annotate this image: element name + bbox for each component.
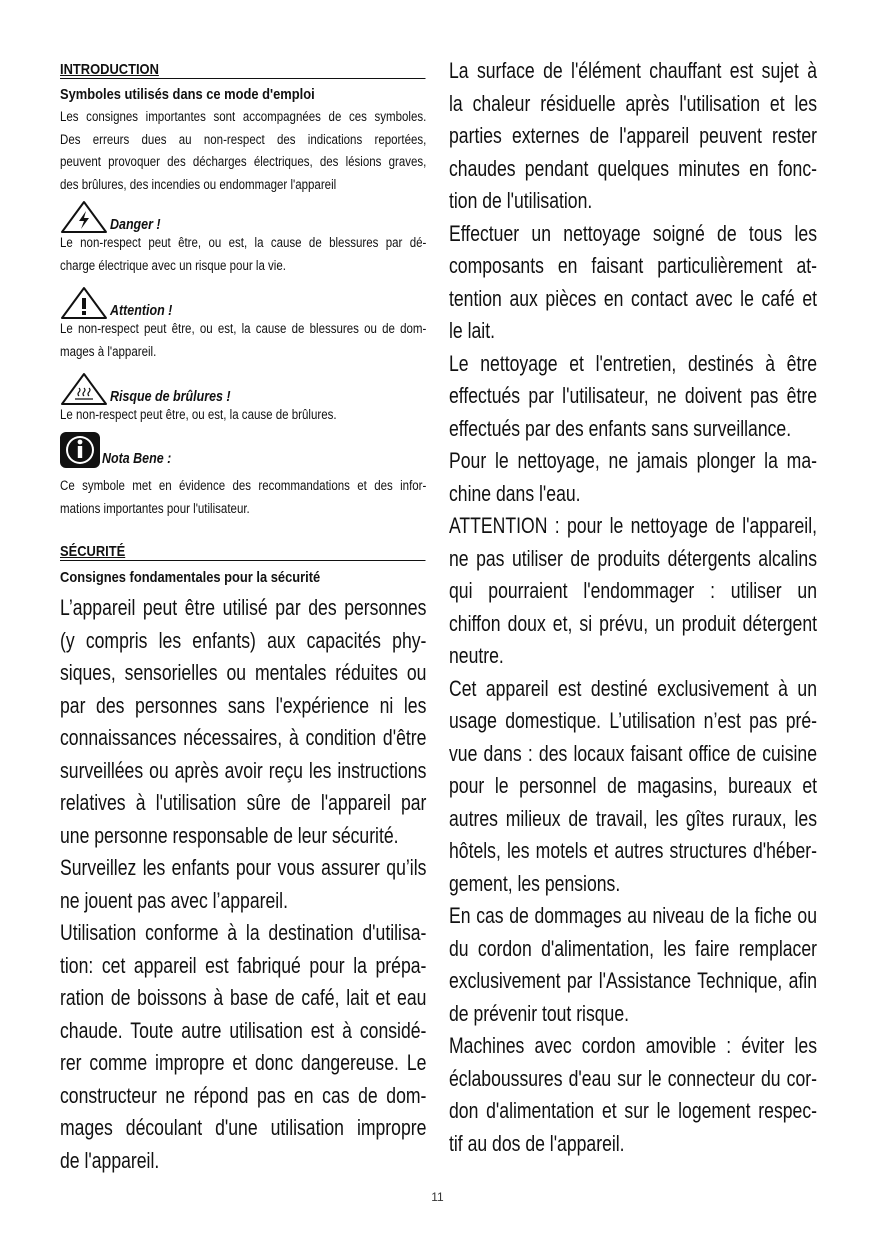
- text-line: des brûlures, des incendies ou endommager l'appareil: [60, 176, 337, 192]
- text-line: ne pas utiliser de produits détergents alcalins: [449, 545, 817, 571]
- text-line: Les consignes importantes sont accompagnées de ces symboles.: [60, 109, 427, 124]
- text-line: pour le personnel de magasins, bureaux et: [449, 773, 817, 798]
- text-line: autres milieux de travail, les gîtes ruraux, les: [449, 805, 817, 831]
- text-line: ATTENTION : pour le nettoyage de l'appareil,: [449, 513, 817, 538]
- text-line: exclusivement par l'Assistance Technique, afin: [449, 968, 817, 993]
- text-line: ne jouent pas avec l’appareil.: [60, 887, 288, 913]
- text-line: par des personnes sans l'expérience ni les: [60, 692, 427, 718]
- text-line: Le non-respect peut être, ou est, la cause de brûlures.: [60, 407, 337, 422]
- text-line: Le non-respect peut être, ou est, la cause de blessures ou de dom-: [60, 321, 427, 336]
- exclamation-warning-icon: [60, 286, 108, 320]
- text-line: mations importantes pour l'utilisateur.: [60, 500, 250, 516]
- security-heading: SÉCURITÉ: [60, 543, 426, 561]
- text-line: Cet appareil est destiné exclusivement à un: [449, 675, 817, 701]
- text-line: qui pourraient l'endommager : utiliser un: [449, 578, 817, 603]
- text-line: chaudes pendant quelques minutes en fonc-: [449, 155, 817, 181]
- burns-warning: [60, 372, 250, 406]
- security-right-text: [449, 55, 817, 1160]
- text-line: connaissances nécessaires, à condition d'être: [60, 725, 427, 750]
- attention-label: Attention !: [110, 303, 173, 319]
- text-line: hôtels, les motels et autres structures d'héber-: [449, 838, 817, 863]
- text-line: effectués par l'utilisateur, ne doivent pas être: [449, 383, 817, 408]
- text-line: du cordon d'alimentation, les faire remplacer: [449, 935, 817, 961]
- text-line: chaude. Toute autre utilisation est à considé-: [60, 1017, 427, 1043]
- text-line: une personne responsable de leur sécurité.: [60, 822, 399, 848]
- text-line: tif au dos de l'appareil.: [449, 1130, 625, 1156]
- text-line: En cas de dommages au niveau de la fiche ou: [449, 903, 817, 928]
- text-line: siques, sensorielles ou mentales réduites ou: [60, 660, 427, 685]
- text-line: (y compris les enfants) aux capacités phy-: [60, 627, 427, 653]
- text-line: mages à l'appareil.: [60, 343, 157, 359]
- text-line: vue dans : des locaux faisant office de cuisine: [449, 740, 817, 766]
- intro-subheading: Symboles utilisés dans ce mode d'emploi: [60, 86, 315, 103]
- attention-warning: [60, 286, 182, 320]
- text-line: de l'appareil.: [60, 1147, 160, 1173]
- burns-text: [60, 404, 426, 427]
- text-line: Des erreurs dues au non-respect des indications reportées,: [60, 131, 427, 147]
- danger-warning: [60, 200, 169, 234]
- text-line: Surveillez les enfants pour vous assurer qu’ils: [60, 855, 427, 880]
- text-line: charge électrique avec un risque pour la vie.: [60, 257, 286, 273]
- nota-bene: [60, 432, 183, 468]
- text-line: L’appareil peut être utilisé par des personnes: [60, 595, 427, 620]
- text-line: de prévenir tout risque.: [449, 1000, 630, 1026]
- page-number: 11: [431, 1190, 444, 1204]
- text-line: composants en faisant particulièrement at-: [449, 253, 817, 278]
- text-line: Ce symbole met en évidence des recommandations et des infor-: [60, 478, 427, 493]
- intro-text: [60, 106, 426, 196]
- electric-shock-warning-icon: [60, 200, 108, 234]
- info-icon: [60, 432, 100, 468]
- text-line: éclaboussures d'eau sur le connecteur du cor-: [449, 1065, 817, 1091]
- text-line: le lait.: [449, 318, 495, 343]
- attention-text: [60, 318, 426, 363]
- text-line: rer comme impropre et donc dangereuse. Le: [60, 1050, 427, 1075]
- text-line: neutre.: [449, 643, 504, 668]
- hot-surface-warning-icon: [60, 372, 108, 406]
- burns-label: Risque de brûlures !: [110, 389, 231, 405]
- text-line: effectués par des enfants sans surveillance.: [449, 415, 792, 441]
- text-line: don d'alimentation et sur le logement respec-: [449, 1098, 817, 1123]
- text-line: mages découlant d'une utilisation impropre: [60, 1115, 427, 1140]
- text-line: ration de boissons à base de café, lait et eau: [60, 985, 427, 1010]
- text-line: Utilisation conforme à la destination d'utilisa-: [60, 920, 427, 945]
- security-subheading: Consignes fondamentales pour la sécurité: [60, 569, 321, 586]
- text-line: tion de l'utilisation.: [449, 188, 593, 213]
- nota-label: Nota Bene :: [102, 451, 172, 467]
- intro-heading: INTRODUCTION: [60, 61, 426, 79]
- text-line: La surface de l'élément chauffant est sujet à: [449, 58, 817, 83]
- text-line: tion: cet appareil est fabriqué pour la prépa-: [60, 952, 427, 978]
- text-line: tention aux pièces en contact avec le café et: [449, 285, 817, 311]
- text-line: Effectuer un nettoyage soigné de tous les: [449, 220, 817, 246]
- danger-text: [60, 232, 426, 277]
- text-line: usage domestique. L’utilisation n’est pas pré-: [449, 708, 817, 733]
- text-line: Le non-respect peut être, ou est, la cause de blessures par dé-: [60, 235, 427, 250]
- text-line: chiffon doux et, si prévu, un produit détergent: [449, 610, 817, 636]
- text-line: peuvent provoquer des décharges électriques, des lésions graves,: [60, 154, 427, 169]
- text-line: relatives à l'utilisation sûre de l'appareil par: [60, 790, 427, 815]
- text-line: chine dans l'eau.: [449, 480, 581, 506]
- security-left-text: [60, 592, 426, 1177]
- text-line: surveillées ou après avoir reçu les instructions: [60, 757, 427, 783]
- nota-text: [60, 475, 426, 520]
- text-line: parties externes de l'appareil peuvent rester: [449, 123, 817, 148]
- text-line: Pour le nettoyage, ne jamais plonger la ma-: [449, 448, 817, 473]
- text-line: Le nettoyage et l'entretien, destinés à être: [449, 350, 817, 376]
- text-line: Machines avec cordon amovible : éviter les: [449, 1033, 817, 1058]
- text-line: la chaleur résiduelle après l'utilisation et les: [449, 90, 817, 116]
- danger-label: Danger !: [110, 217, 161, 233]
- text-line: gement, les pensions.: [449, 870, 621, 896]
- text-line: constructeur ne répond pas en cas de dom-: [60, 1082, 427, 1108]
